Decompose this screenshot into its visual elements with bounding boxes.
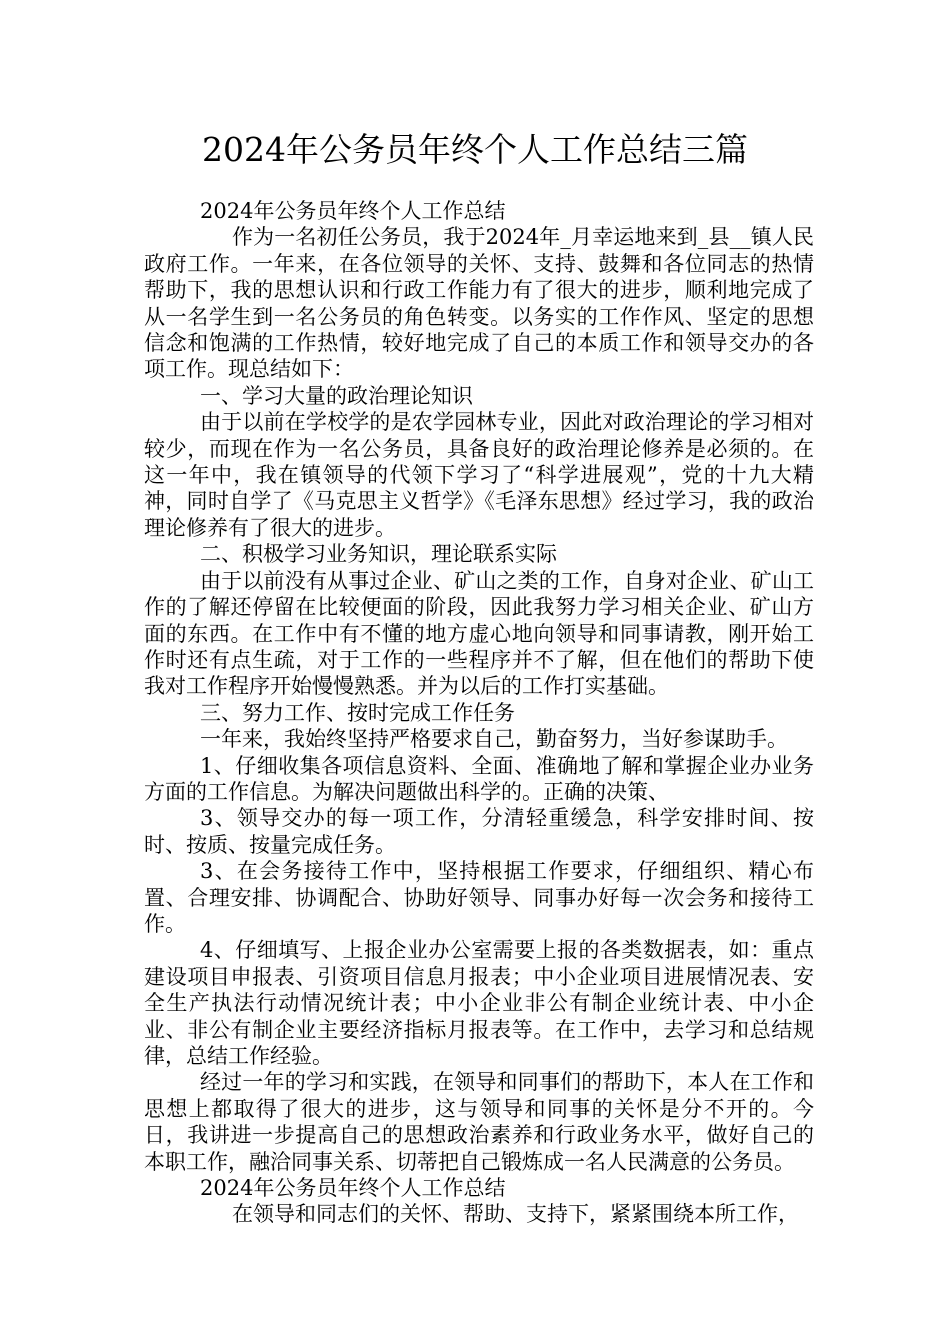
document-body xyxy=(144,198,814,1228)
body-paragraph: 一年来，我始终坚持严格要求自己，勤奋努力，当好参谋助手。 xyxy=(200,727,788,752)
body-paragraph: 1、仔细收集各项信息资料、全面、准确地了解和掌握企业办业务方面的工作信息。为解决问题做出科学的。正确的决策、 xyxy=(144,753,814,804)
section-heading: 三、努力工作、按时完成工作任务 xyxy=(200,700,515,725)
body-paragraph: 3、领导交办的每一项工作，分清轻重缓急，科学安排时间、按时、按质、按量完成任务。 xyxy=(144,806,814,857)
body-paragraph: 由于以前没有从事过企业、矿山之类的工作，自身对企业、矿山工作的了解还停留在比较便面的阶段，因此我努力学习相关企业、矿山方面的东西。在工作中有不懂的地方虚心地向领导和同事请教，刚开始工作时还有点生疏，对于工作的一些程序并不了解，但在他们的帮助下使我对工作程序开始慢慢熟悉。并为以后的工作打实基础。 xyxy=(144,568,814,699)
body-paragraph: 经过一年的学习和实践，在领导和同事们的帮助下，本人在工作和思想上都取得了很大的进步，这与领导和同事的关怀是分不开的。今日，我讲进一步提高自己的思想政治素养和行政业务水平，做好自己的本职工作，融洽同事关系、切蒂把自己锻炼成一名人民满意的公务员。 xyxy=(144,1070,814,1174)
body-paragraph: 在领导和同志们的关怀、帮助、支持下，紧紧围绕本所工作， xyxy=(232,1202,799,1227)
body-paragraph: 由于以前在学校学的是农学园林专业，因此对政治理论的学习相对较少，而现在作为一名公务员，具备良好的政治理论修养是必须的。在这一年中，我在镇领导的代领下学习了“科学进展观”，党的十九大精神，同时自学了《马克思主义哲学》《毛泽东思想》经过学习，我的政治理论修养有了很大的进步。 xyxy=(144,410,814,540)
section-heading: 二、积极学习业务知识，理论联系实际 xyxy=(200,542,557,567)
body-paragraph: 4、仔细填写、上报企业办公室需要上报的各类数据表，如：重点建设项目申报表、引资项目信息月报表；中小企业项目进展情况表、安全生产执法行动情况统计表；中小企业非公有制企业统计表、中小企业、非公有制企业主要经济指标月报表等。在工作中，去学习和总结规律，总结工作经验。 xyxy=(144,938,814,1068)
document-title: 2024年公务员年终个人工作总结三篇 xyxy=(202,130,748,169)
body-paragraph: 3、在会务接待工作中，坚持根据工作要求，仔细组织、精心布置、合理安排、协调配合、协助好领导、同事办好每一次会务和接待工作。 xyxy=(144,859,814,936)
section-heading: 一、学习大量的政治理论知识 xyxy=(200,383,473,408)
section-subheading: 2024年公务员年终个人工作总结 xyxy=(200,1176,506,1201)
body-paragraph: 作为一名初任公务员，我于2024年_月幸运地来到_县__镇人民政府工作。一年来，在各位领导的关怀、支持、鼓舞和各位同志的热情帮助下，我的思想认识和行政工作能力有了很大的进步，顺利地完成了从一名学生到一名公务员的角色转变。以务实的工作作风、坚定的思想信念和饱满的工作热情，较好地完成了自己的本质工作和领导交办的各项工作。现总结如下： xyxy=(144,225,814,382)
section-subheading: 2024年公务员年终个人工作总结 xyxy=(200,199,506,223)
